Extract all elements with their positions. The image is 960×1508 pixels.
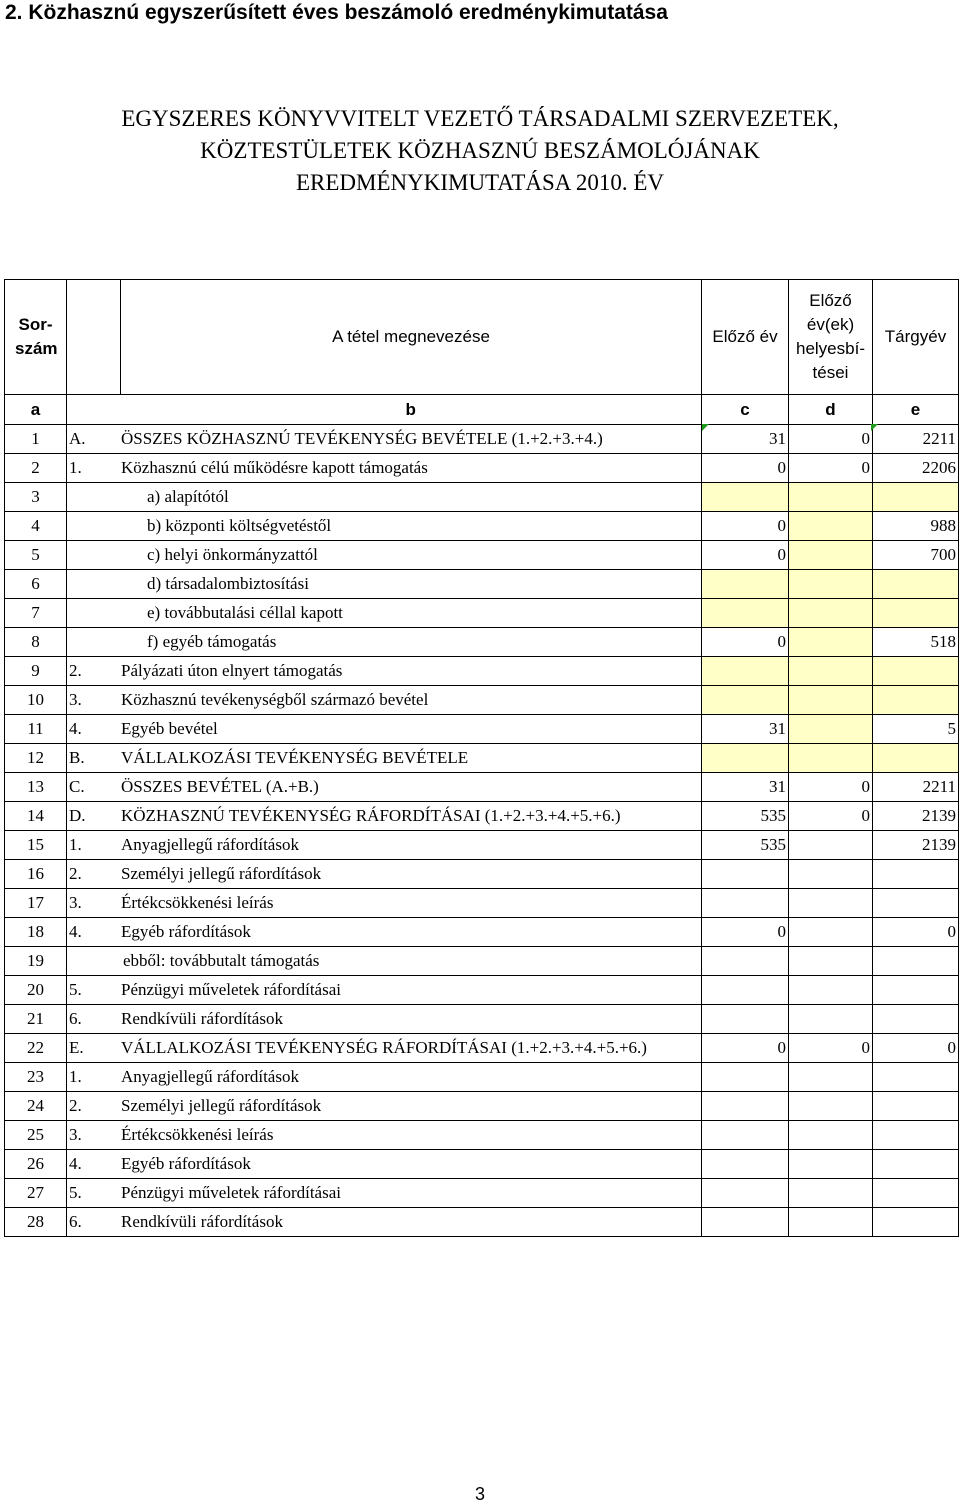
- row-label-cell: [67, 1063, 702, 1092]
- value-e: [873, 599, 959, 628]
- value-c: [702, 570, 789, 599]
- row-mark: D.: [69, 806, 86, 825]
- row-label-cell: [67, 889, 702, 918]
- row-label: Rendkívüli ráfordítások: [121, 1212, 283, 1231]
- value-e: 0: [873, 1034, 959, 1063]
- row-label: c) helyi önkormányzattól: [147, 545, 318, 564]
- table-row: [5, 483, 959, 512]
- row-number: 14: [5, 802, 67, 831]
- value-d: [789, 947, 873, 976]
- table-row: [5, 512, 959, 541]
- row-label-cell: [67, 570, 702, 599]
- value-d: [789, 570, 873, 599]
- row-mark: 4.: [69, 719, 82, 738]
- row-number: 2: [5, 454, 67, 483]
- value-c: [702, 1005, 789, 1034]
- row-label-cell: [67, 947, 702, 976]
- table-row: [5, 1150, 959, 1179]
- comment-marker-icon: [702, 424, 709, 431]
- table-row: [5, 744, 959, 773]
- row-mark: 3.: [69, 893, 82, 912]
- value-c: 535: [702, 802, 789, 831]
- row-mark: 1.: [69, 458, 82, 477]
- header-targyev: Tárgyév: [873, 280, 959, 395]
- row-label: Közhasznú tevékenységből származó bevétel: [121, 690, 429, 709]
- row-mark: 3.: [69, 1125, 82, 1144]
- row-label-cell: [67, 425, 702, 454]
- row-number: 5: [5, 541, 67, 570]
- row-label-cell: [67, 657, 702, 686]
- table-row: [5, 425, 959, 454]
- row-number: 6: [5, 570, 67, 599]
- table-row: [5, 889, 959, 918]
- value-c: 535: [702, 831, 789, 860]
- page-number: 3: [474, 1484, 485, 1504]
- row-label-cell: [67, 541, 702, 570]
- value-d: [789, 599, 873, 628]
- row-mark: 4.: [69, 922, 82, 941]
- value-e: 2139: [873, 802, 959, 831]
- table-row: [5, 686, 959, 715]
- row-mark: A.: [69, 429, 86, 448]
- row-number: 22: [5, 1034, 67, 1063]
- header-elozo-ev: Előző év: [702, 280, 789, 395]
- value-d: [789, 918, 873, 947]
- row-number: 8: [5, 628, 67, 657]
- table-row: [5, 1063, 959, 1092]
- value-d: [789, 541, 873, 570]
- row-label: VÁLLALKOZÁSI TEVÉKENYSÉG RÁFORDÍTÁSAI (1.+2.+3.+4.+5.+6.): [121, 1038, 647, 1057]
- table-row: [5, 599, 959, 628]
- value-c: [702, 889, 789, 918]
- row-label: b) központi költségvetéstől: [147, 516, 332, 535]
- table-row: [5, 1034, 959, 1063]
- row-mark: C.: [69, 777, 85, 796]
- title-line-3: EREDMÉNYKIMUTATÁSA 2010. ÉV: [295, 170, 665, 195]
- value-e: 518: [873, 628, 959, 657]
- row-mark: 2.: [69, 661, 82, 680]
- value-e: [873, 483, 959, 512]
- row-number: 19: [5, 947, 67, 976]
- row-number: 28: [5, 1208, 67, 1237]
- letter-c: c: [702, 395, 789, 425]
- value-c: 31: [702, 773, 789, 802]
- row-label: ÖSSZES BEVÉTEL (A.+B.): [121, 777, 319, 796]
- row-mark: 1.: [69, 835, 82, 854]
- value-e: [873, 1179, 959, 1208]
- value-e: [873, 1063, 959, 1092]
- row-label-cell: [67, 976, 702, 1005]
- value-c: [702, 860, 789, 889]
- row-label: ÖSSZES KÖZHASZNÚ TEVÉKENYSÉG BEVÉTELE (1.+2.+3.+4.): [121, 429, 603, 448]
- value-d: [789, 1150, 873, 1179]
- row-number: 12: [5, 744, 67, 773]
- value-d: [789, 860, 873, 889]
- row-label: ebből: továbbutalt támogatás: [123, 951, 320, 970]
- row-label: Értékcsökkenési leírás: [121, 893, 274, 912]
- row-mark: E.: [69, 1038, 84, 1057]
- header-spacer: [67, 280, 121, 395]
- value-d: [789, 657, 873, 686]
- header-sorszam: Sor-szám: [5, 280, 67, 395]
- value-e: 0: [873, 918, 959, 947]
- value-e: [873, 1121, 959, 1150]
- value-c: 0: [702, 541, 789, 570]
- row-label: Egyéb ráfordítások: [121, 1154, 251, 1173]
- row-mark: 2.: [69, 1096, 82, 1115]
- value-d: [789, 1005, 873, 1034]
- value-e: 2211: [873, 425, 959, 454]
- report-title: [0, 103, 960, 199]
- value-e: [873, 1005, 959, 1034]
- income-statement-table: [4, 279, 959, 1237]
- row-label-cell: [67, 1092, 702, 1121]
- row-number: 11: [5, 715, 67, 744]
- row-label-cell: [67, 744, 702, 773]
- row-label: KÖZHASZNÚ TEVÉKENYSÉG RÁFORDÍTÁSAI (1.+2.+3.+4.+5.+6.): [121, 806, 621, 825]
- value-c: [702, 1063, 789, 1092]
- header-helyesbitesei: Előző év(ek) helyesbí-tései: [789, 280, 873, 395]
- value-c: [702, 483, 789, 512]
- table-row: [5, 1092, 959, 1121]
- value-e: [873, 686, 959, 715]
- value-c: 0: [702, 1034, 789, 1063]
- value-d: [789, 1092, 873, 1121]
- row-label-cell: [67, 599, 702, 628]
- row-label: Egyéb ráfordítások: [121, 922, 251, 941]
- table-row: [5, 454, 959, 483]
- value-e: [873, 744, 959, 773]
- row-label-cell: [67, 512, 702, 541]
- letter-e: e: [873, 395, 959, 425]
- value-d: [789, 1063, 873, 1092]
- value-e: [873, 1150, 959, 1179]
- row-label-cell: [67, 454, 702, 483]
- value-c: 31: [702, 715, 789, 744]
- table-row: [5, 918, 959, 947]
- table-row: [5, 628, 959, 657]
- table-row: [5, 657, 959, 686]
- row-mark: 6.: [69, 1009, 82, 1028]
- row-number: 7: [5, 599, 67, 628]
- value-c: 0: [702, 512, 789, 541]
- value-c: [702, 976, 789, 1005]
- table-row: [5, 1208, 959, 1237]
- row-mark: B.: [69, 748, 85, 767]
- row-mark: 5.: [69, 1183, 82, 1202]
- row-number: 20: [5, 976, 67, 1005]
- value-c: [702, 744, 789, 773]
- row-label: f) egyéb támogatás: [147, 632, 277, 651]
- value-d: [789, 1121, 873, 1150]
- letter-a: a: [5, 395, 67, 425]
- header-megnevezes: A tétel megnevezése: [121, 280, 702, 395]
- row-label: Személyi jellegű ráfordítások: [121, 864, 322, 883]
- value-d: [789, 512, 873, 541]
- title-line-2: KÖZTESTÜLETEK KÖZHASZNÚ BESZÁMOLÓJÁNAK: [200, 138, 760, 163]
- table-row: [5, 831, 959, 860]
- value-d: [789, 889, 873, 918]
- value-e: 5: [873, 715, 959, 744]
- letter-b: b: [121, 395, 702, 425]
- row-number: 18: [5, 918, 67, 947]
- row-number: 13: [5, 773, 67, 802]
- table-row: [5, 976, 959, 1005]
- value-c: 0: [702, 628, 789, 657]
- row-label: VÁLLALKOZÁSI TEVÉKENYSÉG BEVÉTELE: [121, 748, 469, 767]
- value-e: [873, 889, 959, 918]
- value-d: 0: [789, 425, 873, 454]
- value-e: [873, 947, 959, 976]
- value-d: [789, 715, 873, 744]
- value-d: [789, 831, 873, 860]
- row-label-cell: [67, 1150, 702, 1179]
- row-mark: 6.: [69, 1212, 82, 1231]
- value-e: 700: [873, 541, 959, 570]
- value-e: [873, 570, 959, 599]
- value-c: 31: [702, 425, 789, 454]
- value-e: [873, 1092, 959, 1121]
- table-row: [5, 541, 959, 570]
- letter-spacer: [67, 395, 121, 425]
- row-label-cell: [67, 1034, 702, 1063]
- table-row: [5, 860, 959, 889]
- row-number: 21: [5, 1005, 67, 1034]
- value-d: [789, 1208, 873, 1237]
- value-c: [702, 657, 789, 686]
- row-label: Személyi jellegű ráfordítások: [121, 1096, 322, 1115]
- table-row: [5, 1179, 959, 1208]
- table-row: [5, 570, 959, 599]
- row-label-cell: [67, 802, 702, 831]
- row-label: Pénzügyi műveletek ráfordításai: [121, 980, 341, 999]
- row-label: Értékcsökkenési leírás: [121, 1125, 274, 1144]
- value-d: [789, 483, 873, 512]
- header-row: [5, 280, 959, 395]
- row-number: 23: [5, 1063, 67, 1092]
- row-label-cell: [67, 715, 702, 744]
- value-d: 0: [789, 773, 873, 802]
- row-number: 3: [5, 483, 67, 512]
- row-label-cell: [67, 686, 702, 715]
- letter-d: d: [789, 395, 873, 425]
- value-c: [702, 1179, 789, 1208]
- row-label: Pénzügyi műveletek ráfordításai: [121, 1183, 341, 1202]
- value-c: [702, 1150, 789, 1179]
- value-d: 0: [789, 1034, 873, 1063]
- row-number: 26: [5, 1150, 67, 1179]
- table-row: [5, 947, 959, 976]
- value-c: [702, 1092, 789, 1121]
- value-e: [873, 1208, 959, 1237]
- row-mark: 2.: [69, 864, 82, 883]
- value-d: [789, 976, 873, 1005]
- value-d: [789, 628, 873, 657]
- table-row: [5, 773, 959, 802]
- value-d: [789, 1179, 873, 1208]
- row-label: Anyagjellegű ráfordítások: [121, 1067, 299, 1086]
- row-number: 9: [5, 657, 67, 686]
- value-c: [702, 599, 789, 628]
- row-mark: 1.: [69, 1067, 82, 1086]
- value-d: 0: [789, 802, 873, 831]
- row-label: Rendkívüli ráfordítások: [121, 1009, 283, 1028]
- value-c: 0: [702, 918, 789, 947]
- row-number: 10: [5, 686, 67, 715]
- value-e: [873, 860, 959, 889]
- row-label: d) társadalombiztosítási: [147, 574, 309, 593]
- row-mark: 3.: [69, 690, 82, 709]
- value-d: 0: [789, 454, 873, 483]
- row-label-cell: [67, 1121, 702, 1150]
- title-line-1: EGYSZERES KÖNYVVITELT VEZETŐ TÁRSADALMI SZERVEZETEK,: [121, 106, 839, 131]
- row-label: a) alapítótól: [147, 487, 229, 506]
- table-row: [5, 1121, 959, 1150]
- row-number: 25: [5, 1121, 67, 1150]
- value-e: [873, 657, 959, 686]
- column-letters-row: [5, 395, 959, 425]
- row-number: 16: [5, 860, 67, 889]
- table-row: [5, 1005, 959, 1034]
- row-number: 27: [5, 1179, 67, 1208]
- table-row: [5, 715, 959, 744]
- row-label: Közhasznú célú működésre kapott támogatás: [121, 458, 428, 477]
- row-label-cell: [67, 918, 702, 947]
- value-c: [702, 1121, 789, 1150]
- value-c: [702, 1208, 789, 1237]
- value-e: 2211: [873, 773, 959, 802]
- row-label-cell: [67, 860, 702, 889]
- row-label: Anyagjellegű ráfordítások: [121, 835, 299, 854]
- row-label-cell: [67, 1179, 702, 1208]
- row-label-cell: [67, 628, 702, 657]
- value-c: [702, 686, 789, 715]
- row-label: e) továbbutalási céllal kapott: [147, 603, 343, 622]
- value-e: 2139: [873, 831, 959, 860]
- row-mark: 5.: [69, 980, 82, 999]
- row-label-cell: [67, 1208, 702, 1237]
- row-number: 1: [5, 425, 67, 454]
- row-number: 4: [5, 512, 67, 541]
- table-row: [5, 802, 959, 831]
- value-e: 988: [873, 512, 959, 541]
- row-number: 24: [5, 1092, 67, 1121]
- value-d: [789, 744, 873, 773]
- row-label-cell: [67, 831, 702, 860]
- value-e: [873, 976, 959, 1005]
- row-number: 15: [5, 831, 67, 860]
- comment-marker-icon: [871, 424, 878, 431]
- row-number: 17: [5, 889, 67, 918]
- row-label-cell: [67, 773, 702, 802]
- value-e: 2206: [873, 454, 959, 483]
- value-c: [702, 947, 789, 976]
- row-label: Egyéb bevétel: [121, 719, 218, 738]
- value-d: [789, 686, 873, 715]
- row-label-cell: [67, 483, 702, 512]
- section-heading: 2. Közhasznú egyszerűsített éves beszámoló eredménykimutatása: [5, 1, 668, 24]
- row-mark: 4.: [69, 1154, 82, 1173]
- row-label: Pályázati úton elnyert támogatás: [121, 661, 343, 680]
- row-label-cell: [67, 1005, 702, 1034]
- value-c: 0: [702, 454, 789, 483]
